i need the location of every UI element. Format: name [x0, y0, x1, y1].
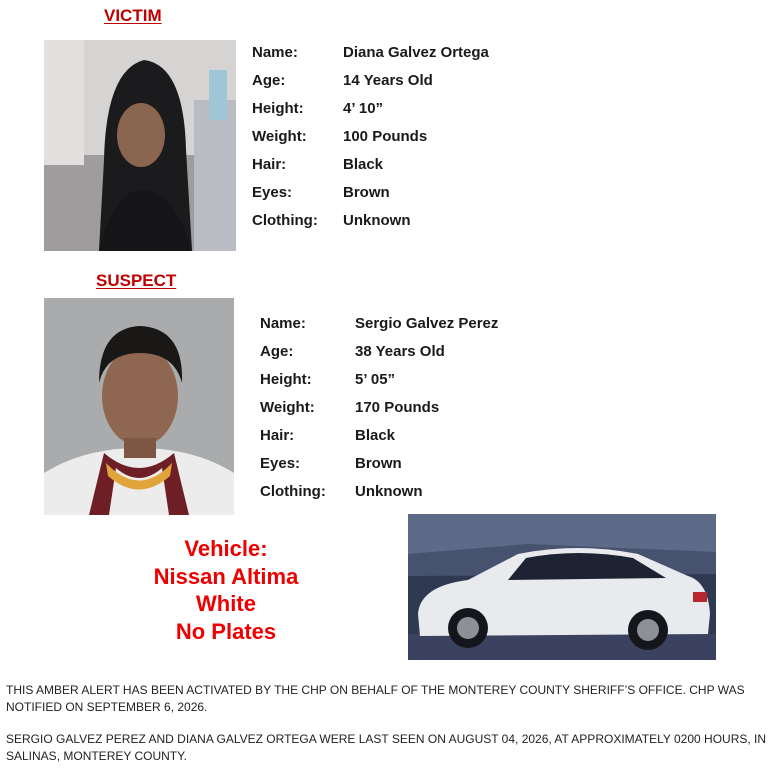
vehicle-plates: No Plates [175, 618, 277, 644]
victim-photo [44, 40, 236, 251]
field-label: Clothing: [260, 482, 326, 500]
field-label: Age: [252, 71, 286, 89]
suspect-age: 38 Years Old [355, 342, 445, 360]
suspect-heading: SUSPECT [96, 271, 177, 290]
victim-hair-row [252, 150, 489, 178]
field-label: Hair: [252, 155, 287, 173]
vehicle-model: Nissan Altima [153, 563, 299, 589]
suspect-eyes-row [260, 449, 498, 477]
field-label: Name: [252, 43, 298, 61]
last-seen-notice: SERGIO GALVEZ PEREZ AND DIANA GALVEZ ORTEGA WERE LAST SEEN ON AUGUST 04, 2026, AT APPROXIMATELY 0200 HOURS, IN SALINAS, MONTEREY COUNTY. [6, 732, 767, 763]
victim-height: 4’ 10” [343, 99, 384, 117]
field-label: Eyes: [252, 183, 293, 201]
victim-heading: VICTIM [104, 6, 162, 25]
vehicle-color: White [196, 591, 256, 616]
suspect-eyes: Brown [355, 454, 402, 472]
suspect-height-row [260, 365, 498, 393]
victim-weight: 100 Pounds [343, 127, 428, 145]
vehicle-block [118, 535, 334, 645]
victim-age-row [252, 66, 489, 94]
field-label: Hair: [260, 426, 295, 444]
victim-name-row [252, 38, 489, 66]
suspect-height: 5’ 05” [355, 370, 396, 388]
field-label: Eyes: [260, 454, 301, 472]
field-label: Weight: [260, 398, 315, 416]
suspect-info [260, 309, 498, 505]
suspect-weight: 170 Pounds [355, 398, 440, 416]
victim-eyes-row [252, 178, 489, 206]
suspect-age-row [260, 337, 498, 365]
victim-age: 14 Years Old [343, 71, 433, 89]
suspect-hair: Black [355, 426, 396, 444]
vehicle-label: Vehicle: [184, 536, 268, 561]
field-label: Weight: [252, 127, 307, 145]
suspect-clothing-row [260, 477, 498, 505]
victim-weight-row [252, 122, 489, 150]
activation-notice: THIS AMBER ALERT HAS BEEN ACTIVATED BY THE CHP ON BEHALF OF THE MONTEREY COUNTY SHERIFF’S OFFICE. CHP WAS NOTIFIED ON SEPTEMBER 6, 2026. [6, 683, 745, 714]
victim-eyes: Brown [343, 183, 390, 201]
field-label: Clothing: [252, 211, 318, 229]
suspect-name-row [260, 309, 498, 337]
field-label: Name: [260, 314, 306, 332]
victim-info [252, 38, 489, 234]
victim-height-row [252, 94, 489, 122]
victim-clothing-row [252, 206, 489, 234]
suspect-name: Sergio Galvez Perez [355, 314, 499, 332]
suspect-clothing: Unknown [355, 482, 423, 500]
suspect-hair-row [260, 421, 498, 449]
victim-hair: Black [343, 155, 384, 173]
victim-name: Diana Galvez Ortega [343, 43, 489, 61]
vehicle-photo [408, 514, 716, 660]
suspect-weight-row [260, 393, 498, 421]
field-label: Height: [260, 370, 312, 388]
field-label: Height: [252, 99, 304, 117]
victim-clothing: Unknown [343, 211, 411, 229]
field-label: Age: [260, 342, 294, 360]
suspect-photo [44, 298, 234, 515]
